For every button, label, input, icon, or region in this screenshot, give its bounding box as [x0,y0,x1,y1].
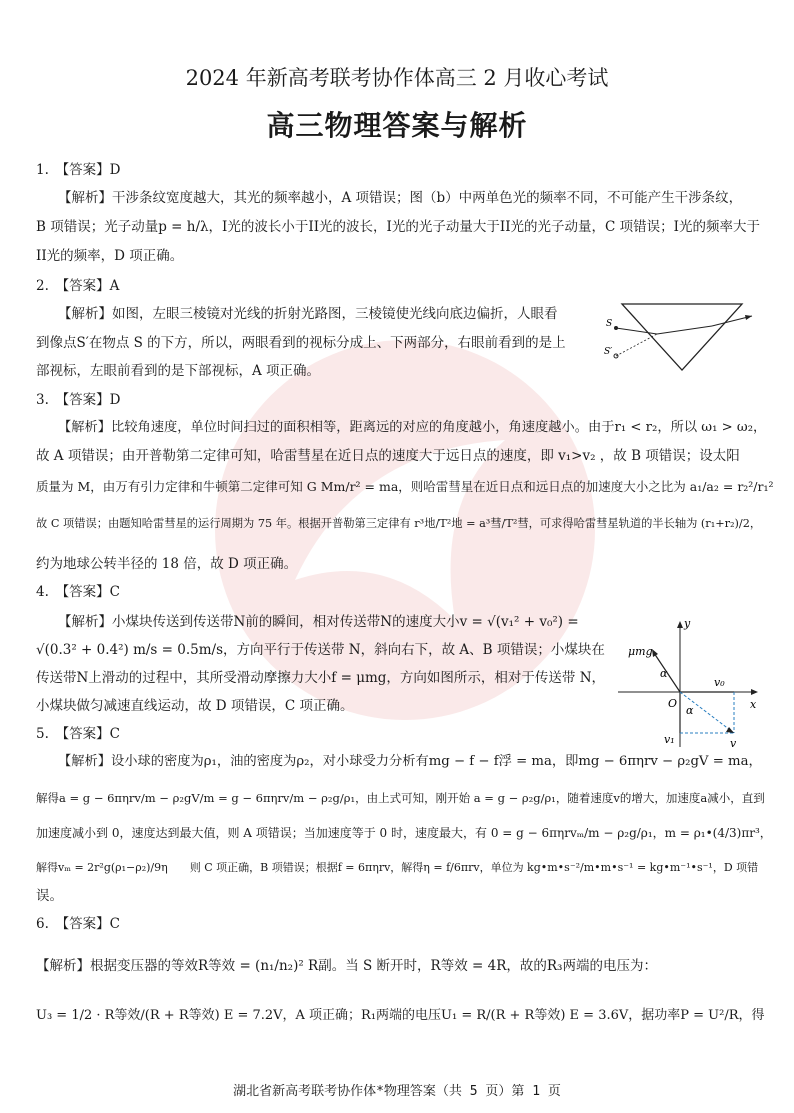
q1-analysis-line: II光的频率，D 项正确。 [36,248,184,264]
velocity-force-figure [614,615,764,755]
q3-answer: 3. 【答案】D [36,392,121,408]
q4-analysis-line: √(0.3² + 0.4²) m/s = 0.5m/s，方向平行于传送带 N，斜向右下，故 A、B 项错误；小煤块在 [36,642,605,658]
q6-analysis-line: U₃ = 1/2 · R等效/(R + R等效) E = 7.2V，A 项正确；R₁两端的电压U₁ = R/(R + R等效) E = 3.6V，据功率P = U²/R，得 [36,1008,765,1023]
q1-analysis-line: B 项错误；光子动量p = h/λ，I光的波长小于II光的波长，I光的光子动量大于II光的光子动量，C 项错误；I光的频率大于 [36,219,760,235]
v1-label: v₁ [664,733,675,746]
alpha-label-lower: α [686,704,694,717]
y-axis-label: y [684,617,691,630]
v-label: v [730,737,737,750]
q4-analysis-line: 【解析】小煤块传送到传送带N前的瞬间，相对传送带N的速度大小v = √(v₁² + v₀²) = [58,614,579,630]
q4-analysis-line: 小煤块做匀减速直线运动，故 D 项错误，C 项正确。 [36,698,354,714]
alpha-label-upper: α [660,667,668,680]
exam-title: 2024 年新高考联考协作体高三 2 月收心考试 [185,66,609,90]
object-point-label: S [606,319,613,329]
q5-analysis-line: 解得a = g − 6πηrv/m − ρ₂gV/m = g − 6πηrv/m − ρ₂g/ρ₁，由上式可知，刚开始 a = g − ρ₂g/ρ₁，随着速度v的增大，加速度a减小，直到 [36,791,765,805]
q6-analysis-line: 【解析】根据变压器的等效R等效 = (n₁/n₂)² R副。当 S 断开时，R等效 = 4R，故的R₃两端的电压为： [36,958,657,974]
q5-analysis-line: 解得vₘ = 2r²g(ρ₁−ρ₂)/9η 则 C 项正确，B 项错误；根据f = 6πηrv，解得η = f/6πrv，单位为 kg•m•s⁻²/m•m•s⁻¹ = kg•m⁻¹•s⁻¹，D 项错 [36,861,759,874]
origin-label: O [668,697,678,710]
q3-analysis-line: 故 C 项错误；由题知哈雷彗星的运行周期为 75 年。根据开普勒第三定律有 r³地/T²地 = a³彗/T²彗，可求得哈雷彗星轨道的半长轴为 (r₁+r₂)/2， [36,517,762,530]
q3-analysis-line: 质量为 M，由万有引力定律和牛顿第二定律可知 G Mm/r² = ma，则哈雷彗星在近日点和远日点的加速度大小之比为 a₁/a₂ = r₂²/r₁² [36,479,774,494]
image-point-label: S′ [604,347,613,357]
q6-answer: 6. 【答案】C [36,916,120,932]
document-title: 高三物理答案与解析 [266,109,528,142]
q5-analysis-line: 误。 [36,888,63,904]
q2-analysis-line: 到像点S′在物点 S 的下方，所以，两眼看到的视标分成上、下两部分，右眼前看到的是上 [36,335,566,351]
q3-analysis-line: 故 A 项错误；由开普勒第二定律可知，哈雷彗星在近日点的速度大于远日点的速度，即 v₁>v₂ ，故 B 项错误；设太阳 [36,448,740,464]
q1-answer: 1. 【答案】D [36,162,121,178]
q2-answer: 2. 【答案】A [36,278,120,294]
q5-answer: 5. 【答案】C [36,726,120,742]
q4-answer: 4. 【答案】C [36,584,120,600]
q2-analysis-line: 【解析】如图，左眼三棱镜对光线的折射光路图，三棱镜使光线向底边偏折，人眼看 [58,306,558,322]
q1-analysis-line: 【解析】干涉条纹宽度越大，其光的频率越小，A 项错误；图（b）中两单色光的频率不同，不可能产生干涉条纹， [58,190,743,206]
friction-label: μmg [628,645,653,658]
q4-analysis-line: 传送带N上滑动的过程中，其所受滑动摩擦力大小f = μmg，方向如图所示，相对于传送带 N， [36,670,606,686]
q3-analysis-line: 【解析】比较角速度，单位时间扫过的面积相等，距离远的对应的角度越小，角速度越小。由于r₁ < r₂，所以 ω₁ > ω₂， [58,420,767,435]
q5-analysis-line: 【解析】设小球的密度为ρ₁，油的密度为ρ₂，对小球受力分析有mg − f − f浮 = ma，即mg − 6πηrv − ρ₂gV = ma， [58,754,762,769]
q5-analysis-line: 加速度减小到 0，速度达到最大值，则 A 项错误；当加速度等于 0 时，速度最大，有 0 = g − 6πηrvₘ/m − ρ₂g/ρ₁，m = ρ₁•(4/3)πr³， [36,826,772,840]
q3-analysis-line: 约为地球公转半径的 18 倍，故 D 项正确。 [36,556,298,572]
x-axis-label: x [750,698,757,711]
v0-label: v₀ [714,676,725,689]
prism-figure [602,298,762,378]
page-footer: 湖北省新高考联考协作体*物理答案（共 5 页）第 1 页 [233,1084,561,1099]
q2-analysis-line: 部视标，左眼前看到的是下部视标，A 项正确。 [36,363,321,379]
